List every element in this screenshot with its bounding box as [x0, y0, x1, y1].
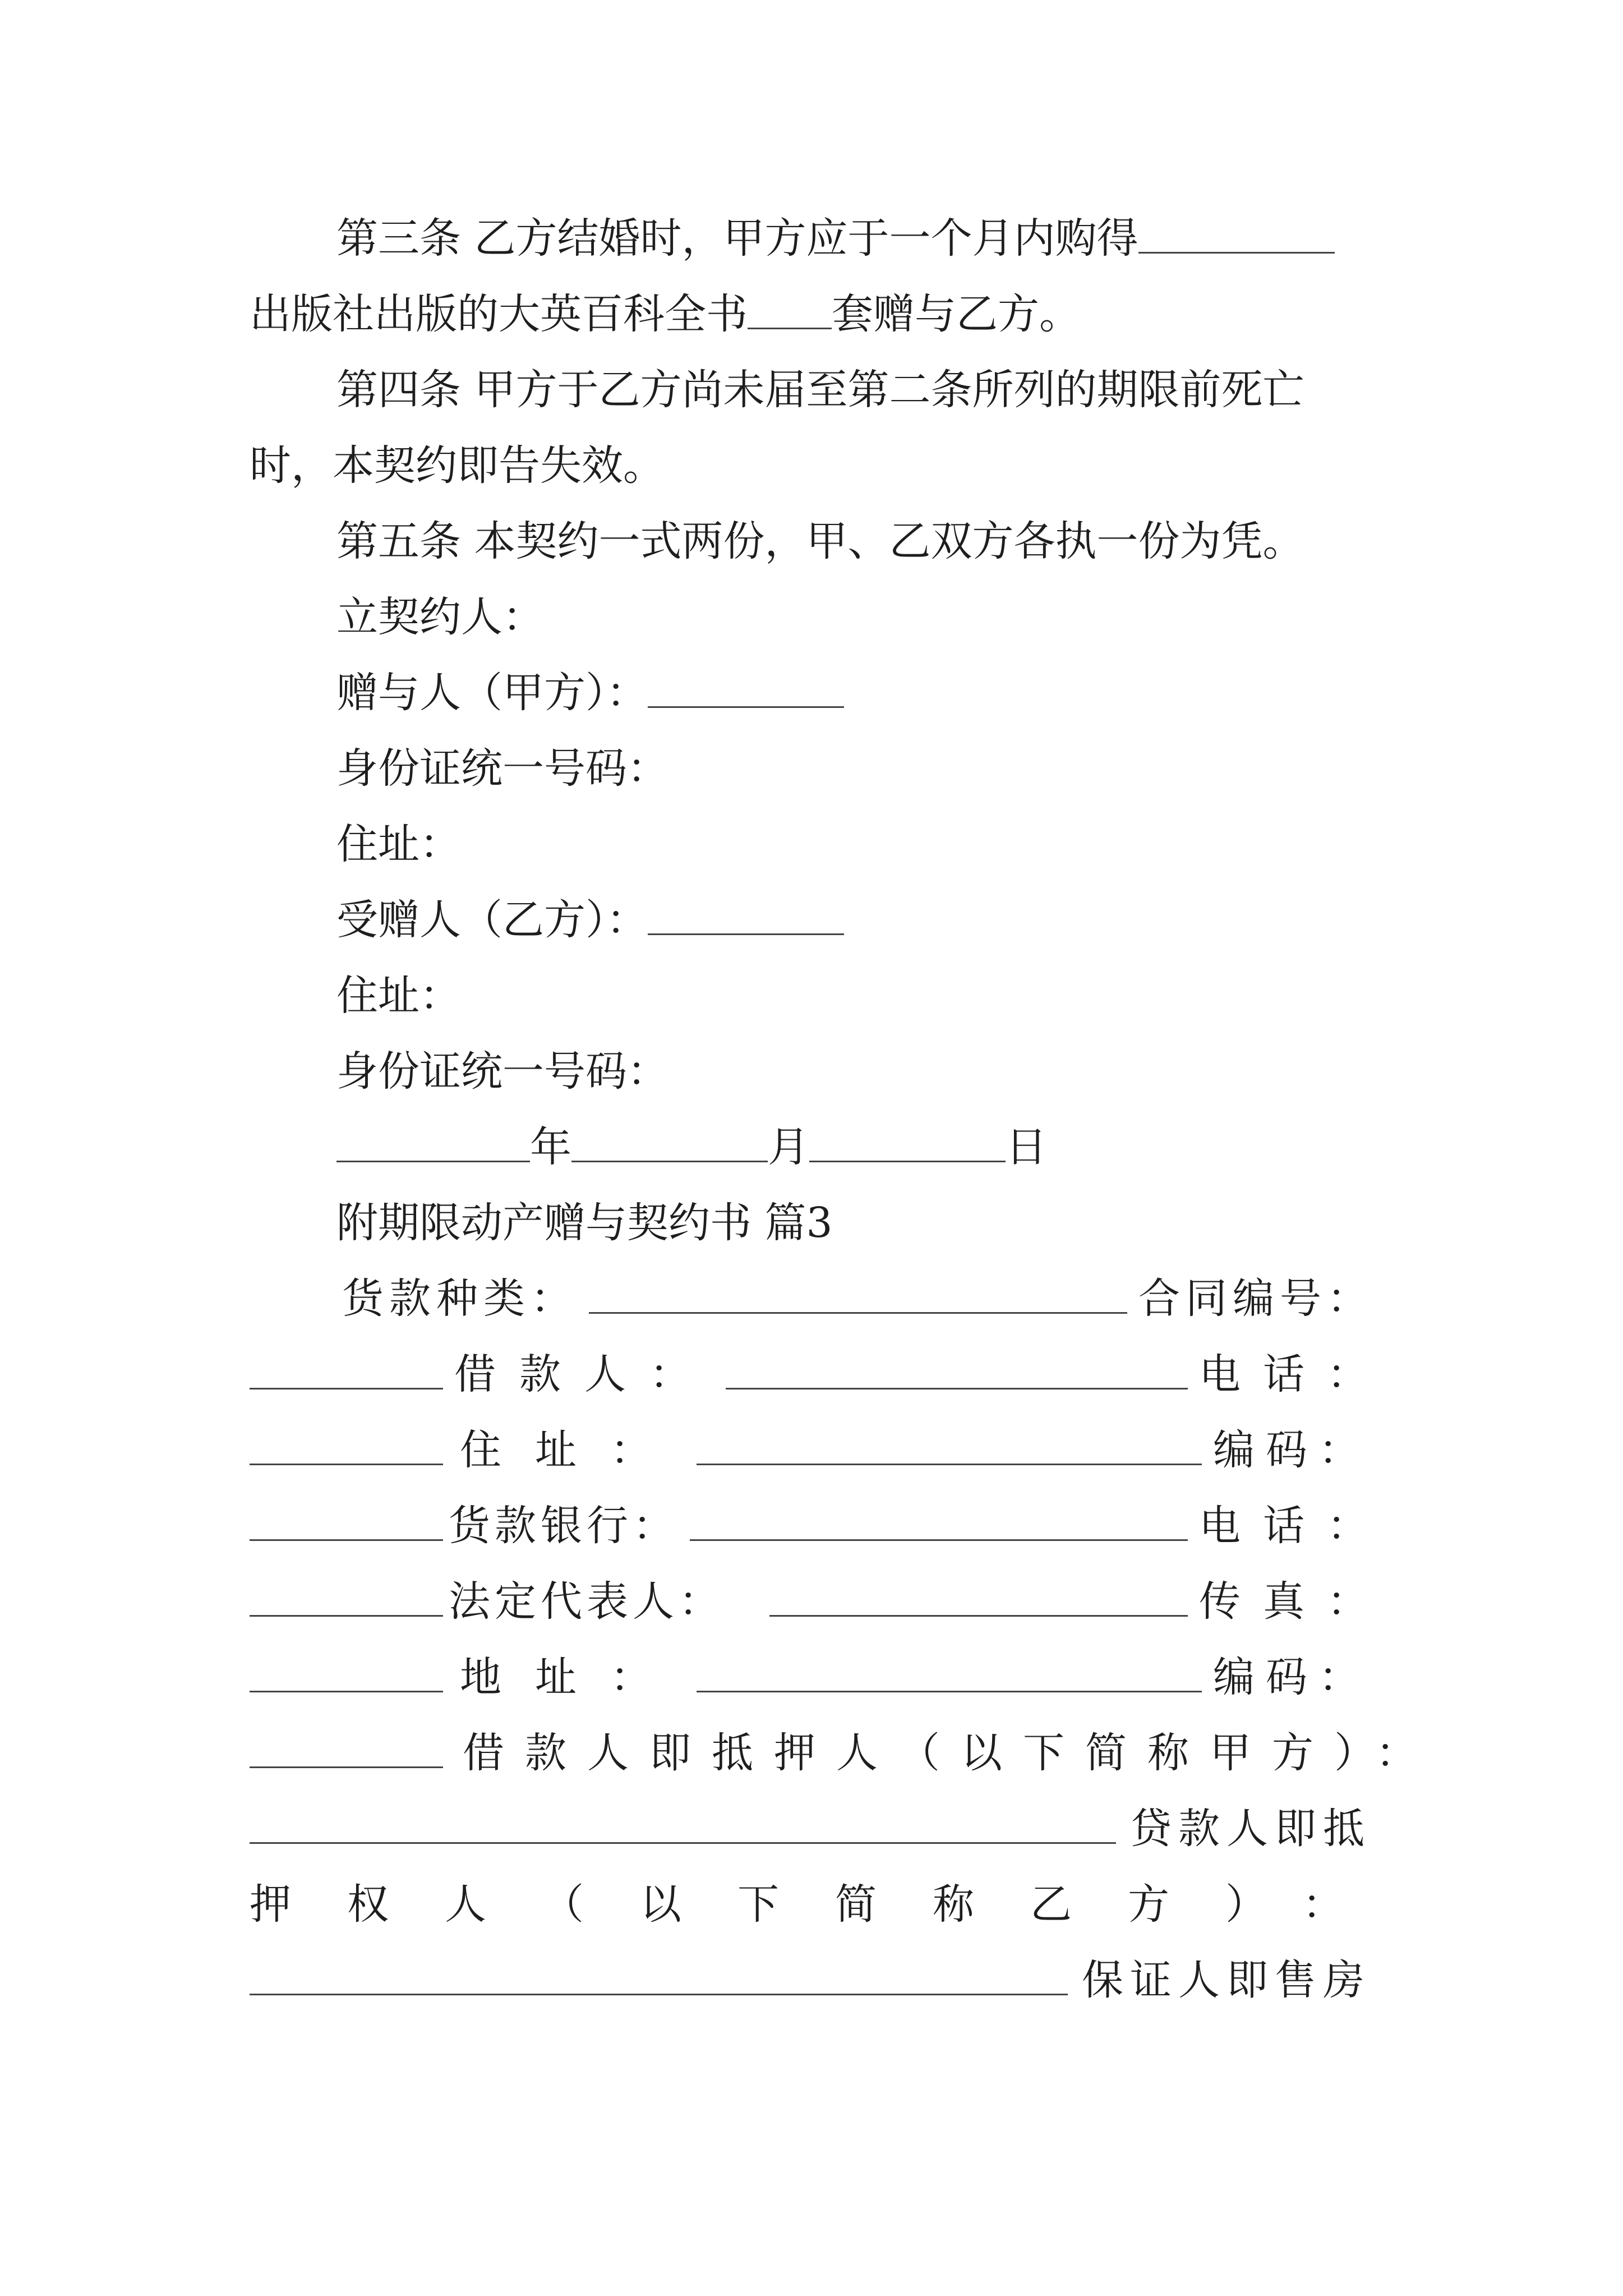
- address1-blank: [697, 1464, 1202, 1465]
- article3-text: 第三条 乙方结婚时，甲方应于一个月内购得: [336, 214, 1138, 263]
- lender-label-a: 贷款人即抵: [1130, 1805, 1371, 1853]
- article3-text-end: 套赠与乙方。: [832, 290, 1081, 338]
- lender-row-cont: [250, 1874, 1400, 1935]
- publisher-blank: [1138, 252, 1335, 254]
- borrower-pre-blank: [250, 1388, 443, 1389]
- legal-rep-row: [250, 1571, 1391, 1632]
- donee-label: 受赠人（乙方）：: [336, 896, 648, 944]
- date-line: [336, 1116, 1047, 1178]
- lender-label-b: 押权人（以下简称乙方）：: [250, 1880, 1400, 1929]
- donor-label: 赠与人（甲方）：: [336, 669, 648, 717]
- bank-blank: [690, 1539, 1188, 1541]
- phone2-label: 电话：: [1199, 1502, 1391, 1550]
- mortgagor-row: [250, 1722, 1438, 1784]
- borrower-label: 借款人：: [454, 1350, 714, 1398]
- donor-id-label: 身份证统一号码：: [336, 744, 668, 793]
- donor-line: [336, 662, 844, 724]
- address2-label: 地址：: [460, 1653, 685, 1701]
- mortgagor-label: [463, 1722, 1438, 1784]
- donor-address-label: 住址：: [336, 820, 461, 868]
- article5-line: 第五条 本契约一式两份，甲、乙双方各执一份为凭。: [336, 517, 1304, 565]
- year-blank: [336, 1161, 530, 1162]
- address1-label: 住址：: [460, 1426, 685, 1474]
- borrower-row: [250, 1343, 1391, 1405]
- copies-blank: [748, 328, 832, 329]
- bank-row: [250, 1495, 1391, 1557]
- section-title: 附期限动产赠与契约书 篇3: [336, 1199, 833, 1247]
- legal-rep-pre-blank: [250, 1615, 443, 1617]
- article4-line2: 时，本契约即告失效。: [250, 441, 665, 490]
- year-label: 年: [530, 1123, 571, 1171]
- address2-blank: [697, 1691, 1202, 1692]
- bank-pre-blank: [250, 1539, 443, 1541]
- postcode2-label: 编码：: [1213, 1653, 1371, 1701]
- guarantor-label: 保证人即售房: [1082, 1956, 1371, 2004]
- lender-row: [250, 1798, 1371, 1860]
- day-blank: [809, 1161, 1006, 1162]
- legal-rep-blank: [769, 1615, 1188, 1617]
- month-label: 月: [768, 1123, 809, 1171]
- article4-line1: 第四条 甲方于乙方尚未届至第二条所列的期限前死亡: [336, 366, 1304, 414]
- address1-row: [250, 1419, 1371, 1481]
- legal-rep-label: 法定代表人：: [449, 1577, 725, 1626]
- donee-blank: [648, 933, 844, 935]
- day-label: 日: [1006, 1123, 1047, 1171]
- article3-line2: [250, 283, 1081, 345]
- lender-pre-blank: [250, 1842, 1116, 1844]
- address1-pre-blank: [250, 1464, 443, 1465]
- bank-label: 货款银行：: [449, 1502, 679, 1550]
- fax-label: 传真：: [1199, 1577, 1391, 1626]
- mortgagor-pre-blank: [250, 1766, 443, 1768]
- article3-line1: [336, 208, 1335, 269]
- month-blank: [571, 1161, 768, 1162]
- article3-text-cont: 出版社出版的大英百科全书: [250, 290, 748, 338]
- loan-type-label: 货款种类：: [342, 1274, 578, 1323]
- borrower-blank: [726, 1388, 1188, 1389]
- donee-line: [336, 889, 844, 951]
- donor-blank: [648, 706, 844, 708]
- contract-no-label: 合同编号：: [1138, 1274, 1374, 1323]
- address2-row: [250, 1646, 1371, 1708]
- donee-id-label: 身份证统一号码：: [336, 1047, 668, 1096]
- loan-type-blank: [589, 1312, 1127, 1314]
- signatories-title: 立契约人：: [336, 593, 544, 641]
- address2-pre-blank: [250, 1691, 443, 1692]
- mortgagor-text: 借款人即抵押人（以下简称甲方）：: [463, 1729, 1438, 1777]
- loan-type-row: [342, 1268, 1374, 1329]
- postcode1-label: 编码：: [1213, 1426, 1371, 1474]
- donee-address-label: 住址：: [336, 972, 461, 1020]
- guarantor-pre-blank: [250, 1994, 1068, 1995]
- phone1-label: 电话：: [1199, 1350, 1391, 1398]
- guarantor-row: [250, 1949, 1371, 2011]
